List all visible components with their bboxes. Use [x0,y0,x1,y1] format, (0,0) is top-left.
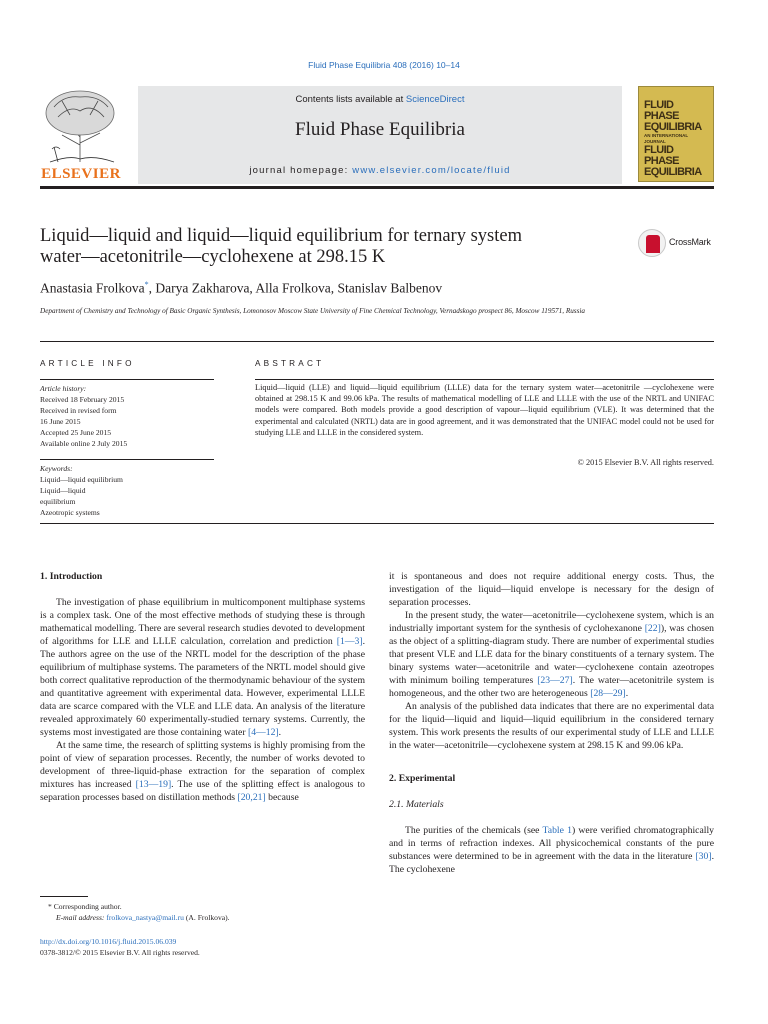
cover-line: FLUID PHASE [644,144,679,167]
header-divider [40,186,714,189]
section-heading: 2. Experimental [389,773,456,784]
body-paragraph: An analysis of the published data indicates that there are no experimental data for the liquid—liquid and liquid—liquid equilibrium in the considered ternary system. This work presents the results of our experimental study of LLE and LLLE in the water—acetonitrile—cyclohexene system at 298.15 K and 99.06 kPa. [389,701,714,751]
article-history [40,383,214,449]
text-run: . [625,688,629,699]
reference-link[interactable]: [28—29] [590,688,626,699]
text-run: In the present study, the water—acetonitrile—cyclohexene system, which is an industrially important system for the synthesis of cyclohexanone [389,610,714,634]
reference-link[interactable]: [20,21] [237,792,266,803]
contents-prefix: Contents lists available at [295,94,406,105]
body-right-column [389,570,714,876]
author-names: , Darya Zakharova, Alla Frolkova, Stanislav Balbenov [148,280,443,296]
history-item: Accepted 25 June 2015 [40,428,112,437]
body-paragraph [40,596,365,739]
crossmark-icon [638,229,666,257]
cover-line: EQUILIBRIA [644,121,702,133]
abstract-copyright: © 2015 Elsevier B.V. All rights reserved. [577,458,714,467]
keywords-label: Keywords: [40,464,73,473]
history-item: 16 June 2015 [40,417,81,426]
elsevier-wordmark: ELSEVIER [41,166,121,182]
cover-line: AN INTERNATIONAL JOURNAL [644,133,689,144]
journal-masthead [138,86,622,184]
email-line [48,912,368,923]
sciencedirect-link[interactable]: ScienceDirect [405,94,465,105]
reference-link[interactable]: [4—12] [247,727,279,738]
abstract-top-divider [255,379,714,380]
history-item: Received in revised form [40,406,117,415]
table-link[interactable]: Table 1 [542,825,572,836]
crossmark-button[interactable] [638,229,718,259]
body-paragraph [389,609,714,700]
homepage-prefix: journal homepage: [249,165,353,176]
body-paragraph [389,824,714,876]
journal-cover-image [638,86,714,182]
keyword: Liquid—liquid equilibrium [40,475,123,484]
author-name[interactable]: Anastasia Frolkova [40,280,145,296]
text-run: because [265,792,299,803]
reference-link[interactable]: [13—19] [135,779,172,790]
footnote [48,901,368,923]
elsevier-tree-icon [40,87,122,163]
footnote-divider [40,896,88,897]
issn-line: 0378-3812/© 2015 Elsevier B.V. All rights reserved. [40,948,200,957]
text-run: . [278,727,282,738]
title-line: water—acetonitrile—cyclohexene at 298.15 K [40,247,386,267]
title-divider [40,341,714,342]
text-run: ) were verified chromatographically and in terms of refraction indexes. All physicochemical constants of the pure substances were determined to be in agreement with the data in the literature [389,825,714,862]
email-label: E-mail address: [56,913,107,922]
journal-citation-link[interactable]: Fluid Phase Equilibria 408 (2016) 10–14 [308,60,460,70]
abstract-text: Liquid—liquid (LLE) and liquid—liquid equilibrium (LLLE) data for the ternary system water—acetonitrile —cyclohexene were obtained at 298.15 K and 99.06 kPa. The results of mathematical modelling of LLE and LLLE with the use of the NRTL and UNIFAC models were compared. Both models provide a good description of vapour—liquid equilibrium (VLE). It was determined that the experimental and calculated (NRTL) data are in good agreement, and it was demonstrated that the UNIFAC model could not be used for studying LLE and LLLE in the considered system. [255,383,714,437]
text-run: ), was chosen as the object of a splitting-diagram study. There are number of experimental studies that present VLE and LLE data for the binary constituents of a ternary system. The binary systems water—acetonitrile and water—cyclohexene contain azeotropes with minimum boiling temperatures [389,623,714,686]
section-heading: 1. Introduction [40,571,103,582]
history-label: Article history: [40,384,87,393]
corresponding-author-note: * Corresponding author. [48,902,122,911]
keyword: equilibrium [40,497,76,506]
article-info-heading: ARTICLE INFO [40,359,135,368]
text-run: . The cyclohexene [389,851,714,875]
email-link[interactable]: frolkova_nastya@mail.ru [106,913,184,922]
title-line: Liquid—liquid and liquid—liquid equilibrium for ternary system [40,226,522,246]
crossmark-label: CrossMark [669,237,711,247]
article-title [40,226,620,268]
text-run: The investigation of phase equilibrium in multicomponent multiphase systems is a complex task. One of the most effective methods of studying these is through mathematical modelling. There are several research studies devoted to development of algorithms for LLE and LLLE calculation, correlation and prediction [40,597,365,647]
text-run: . The use of the splitting effect is analogous to separation processes based on distillation methods [40,779,365,803]
keyword: Liquid—liquid [40,486,86,495]
subsection-heading: 2.1. Materials [389,799,444,810]
homepage-link[interactable]: www.elsevier.com/locate/fluid [352,165,511,176]
history-item: Available online 2 July 2015 [40,439,128,448]
body-paragraph: it is spontaneous and does not require additional energy costs. Thus, the investigation of the liquid—liquid envelope is necessary for the design of separation processes. [389,571,714,608]
reference-link[interactable]: [30] [695,851,712,862]
reference-link[interactable]: [23—27] [537,675,573,686]
affiliation: Department of Chemistry and Technology of Basic Organic Synthesis, Lomonosov Moscow State University of Fine Chemical Technology, Vernadskogo prospect 86, Moscow 119571, Russia [40,307,585,315]
cover-line: FLUID PHASE [644,99,679,122]
text-run: At the same time, the research of splitting systems is highly promising from the point of view of separation processes. Recently, the number of works devoted to development of three-liquid-phase extraction for the separation of complex mixtures has increased [40,740,365,790]
history-item: Received 18 February 2015 [40,395,125,404]
info-divider [40,379,214,380]
contents-line [138,94,622,105]
abstract-divider [40,523,714,524]
reference-link[interactable]: [1—3] [336,636,363,647]
elsevier-logo [40,87,122,183]
keywords [40,463,214,518]
reference-link[interactable]: [22] [644,623,661,634]
body-paragraph [40,739,365,804]
keyword: Azeotropic systems [40,508,100,517]
cover-line: EQUILIBRIA [644,166,702,178]
homepage-line [138,165,622,176]
keywords-divider [40,459,214,460]
text-run: . The authors agree on the use of the NRTL model for the description of the phase equilibrium of multiphase systems. The parameters of the NRTL model should give both correct qualitative reproduction of the thermodynamic behaviour of the system and quantitative agreement with experimental data. However, experimental LLLE data are scarce compared with the VLE and LLE data. An analysis of the literature revealed approximately 60 experimentally-studied ternary systems. Currently, the systems most investigated are those containing water [40,636,365,738]
journal-title: Fluid Phase Equilibria [295,119,465,140]
text-run: . The water—acetonitrile system is homogeneous, and the other two are heterogeneous [389,675,714,699]
body-left-column [40,570,365,804]
doi-block [40,936,370,958]
doi-link[interactable]: http://dx.doi.org/10.1016/j.fluid.2015.06.039 [40,937,177,946]
text-run: The purities of the chemicals (see [405,825,543,836]
author-list [40,280,442,297]
abstract-heading: ABSTRACT [255,359,325,368]
email-suffix: (A. Frolkova). [183,913,230,922]
corresponding-author-marker[interactable]: * [144,280,149,289]
